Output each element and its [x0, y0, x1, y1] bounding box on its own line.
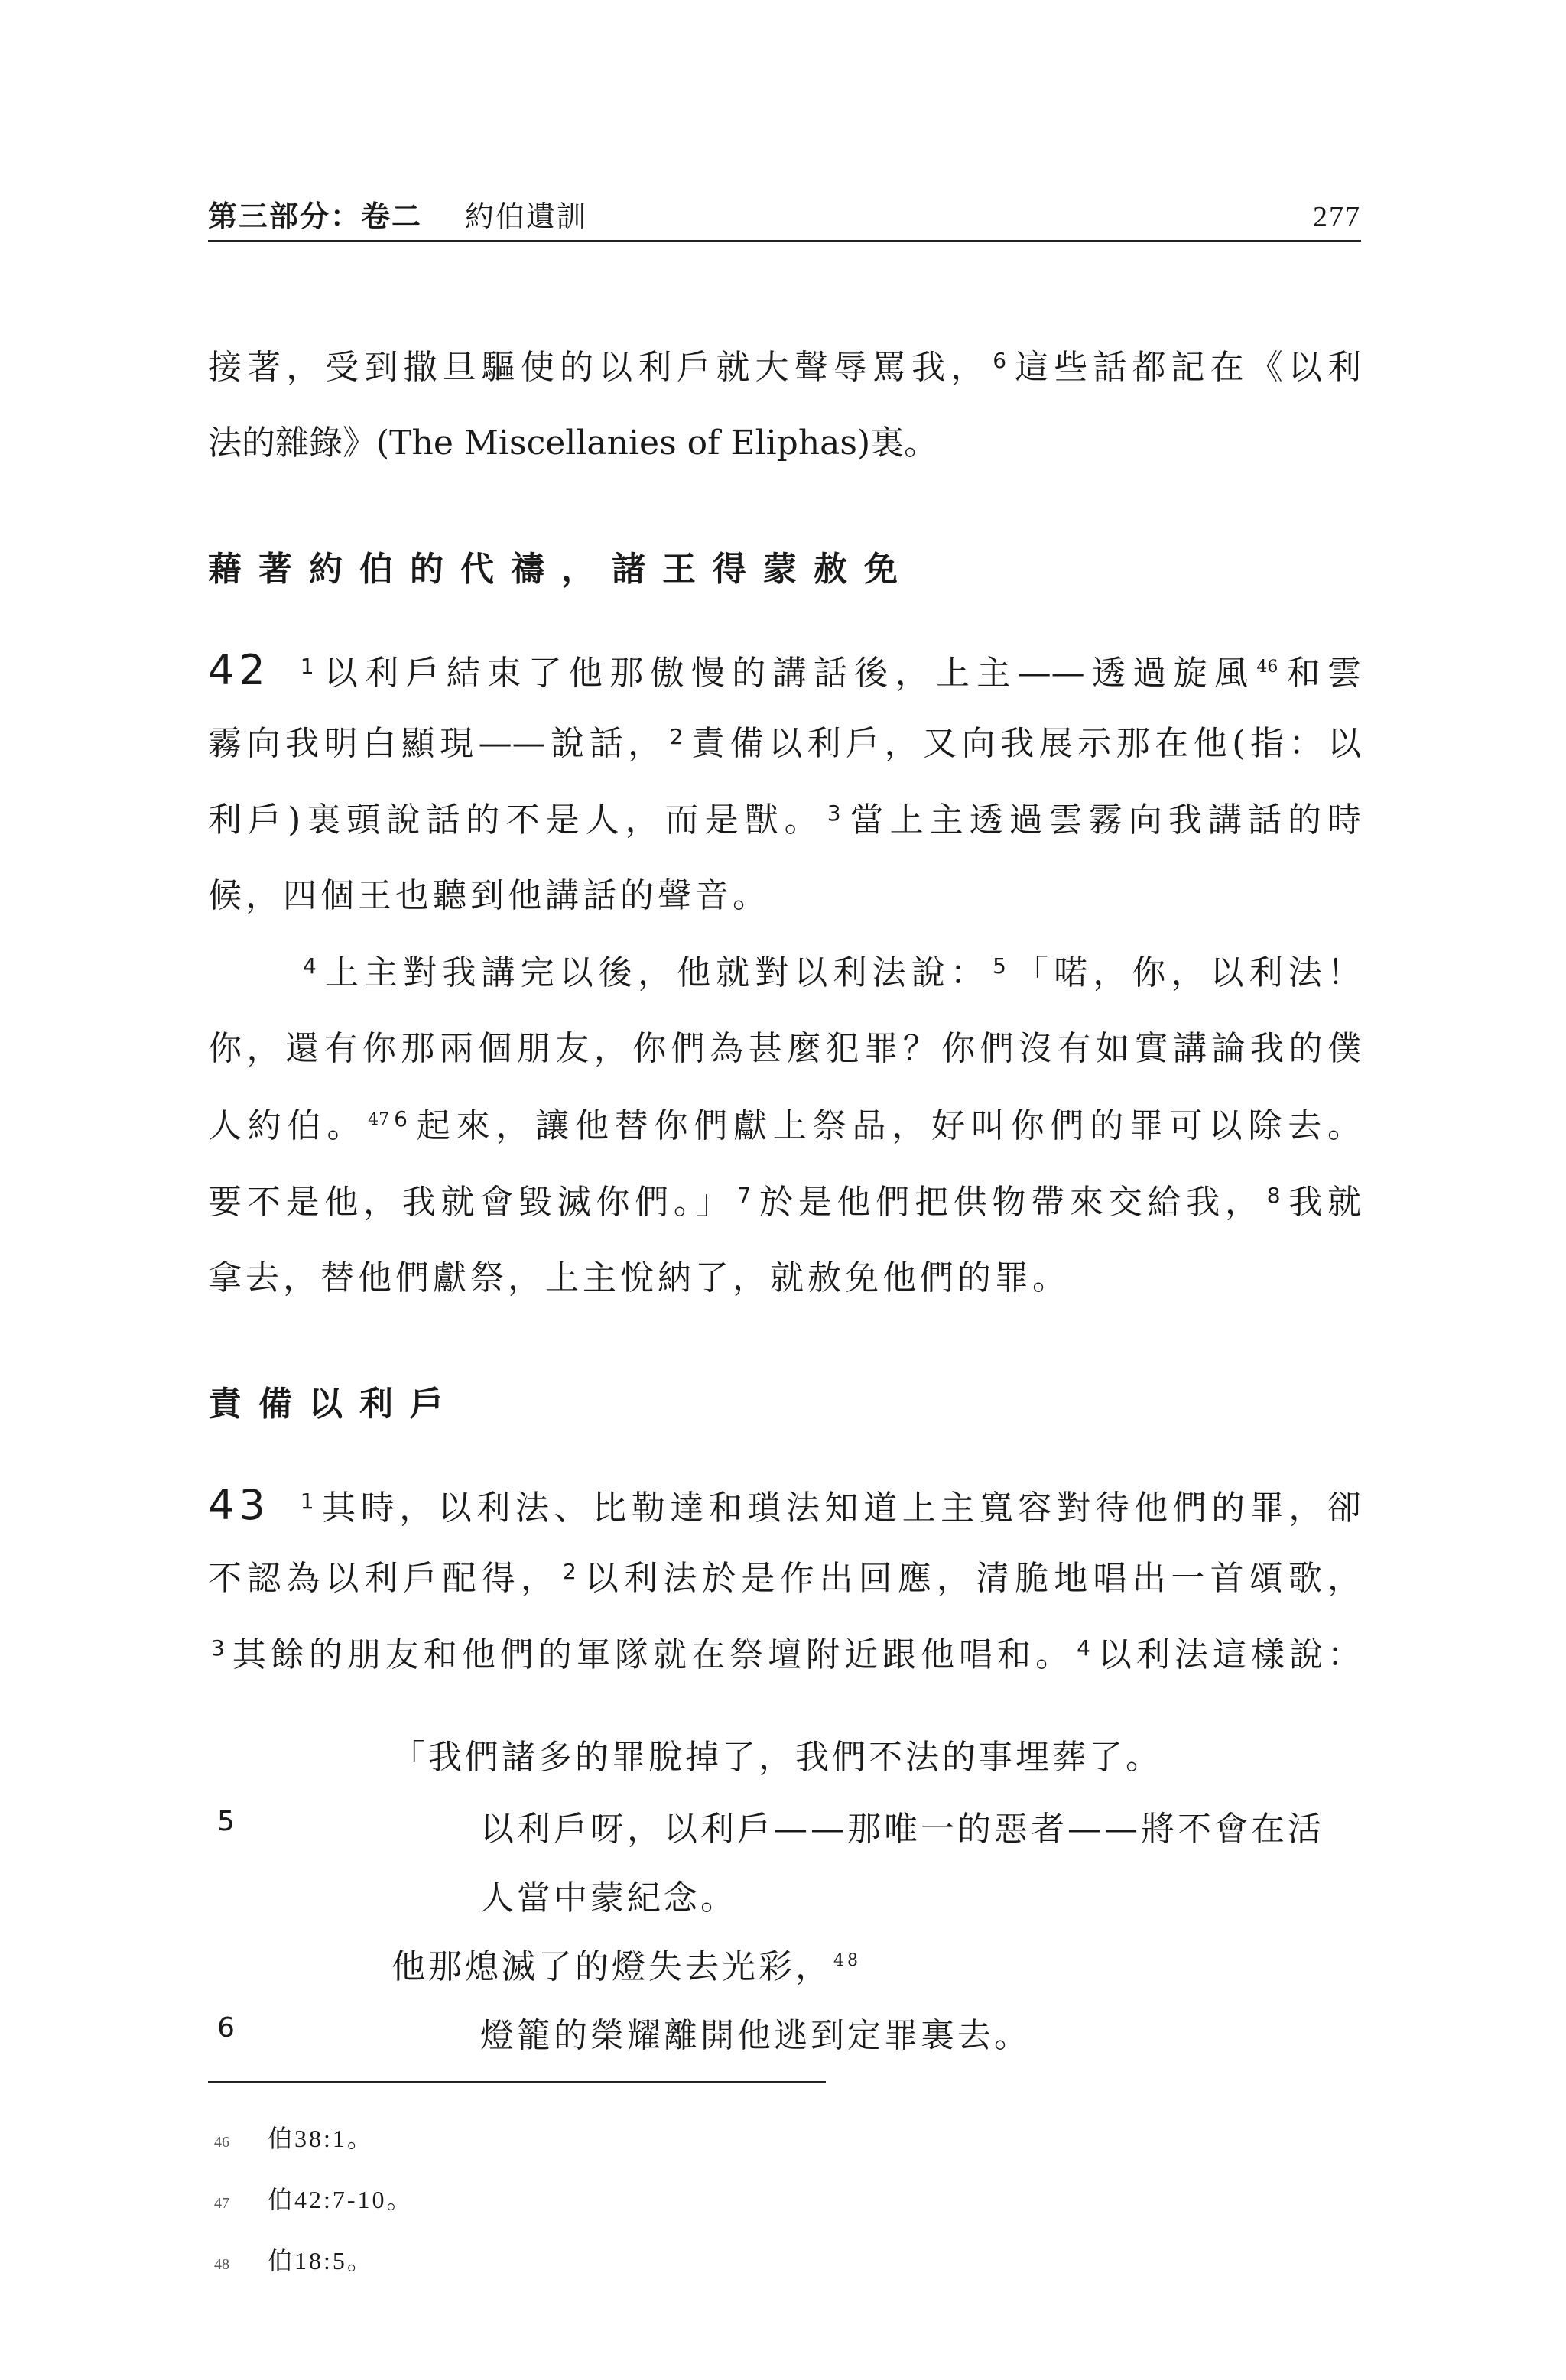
poem-verse-number: 5: [217, 1806, 235, 1837]
text-run: 法的雜錄》(The Miscellanies of Eliphas)裏。: [208, 424, 938, 463]
text-run: 這些話都記在《以利: [1009, 348, 1361, 387]
text-run: 不認為以利戶配得，: [208, 1559, 560, 1598]
poem-line: 人當中蒙紀念。: [480, 1878, 737, 1917]
text-run: 起來，讓他替你們獻上祭品，好叫你們的罪可以除去。: [411, 1106, 1362, 1145]
text-run: 要不是他，我就會毀滅你們。」: [208, 1183, 735, 1222]
chapter-number: 42: [208, 646, 270, 694]
poem-line: [392, 1939, 863, 1988]
section-heading: 藉著約伯的代禱，諸王得蒙赦免: [208, 550, 915, 589]
text-run: 上主對我講完以後，他就對以利法說：: [319, 953, 990, 992]
text-run: 接著，受到撒旦驅使的以利戶就大聲辱罵我，: [208, 348, 990, 387]
verse-number: 6: [394, 1106, 408, 1132]
text-run: 他那熄滅了的燈失去光彩，: [392, 1947, 832, 1986]
text-run: 人約伯。: [208, 1106, 367, 1145]
verse-number: 1: [300, 1489, 314, 1514]
page-number: 277: [1313, 201, 1361, 233]
footnote-mark: 47: [214, 2195, 229, 2212]
paragraph-line: [208, 800, 1361, 839]
poem-line: 燈籠的榮耀離開他逃到定罪裏去。: [480, 2016, 1031, 2055]
intro-line-2: [208, 424, 1361, 463]
part-label: 第三部分：卷二: [208, 200, 423, 233]
verse-number: 3: [211, 1635, 225, 1661]
poem-line: 以利戶呀，以利戶——那唯一的惡者——將不會在活: [480, 1810, 1324, 1849]
footnote-text: 伯42:7-10。: [268, 2186, 414, 2213]
footnote: [214, 2180, 414, 2216]
text-run: 候，四個王也聽到他講話的聲音。: [208, 876, 770, 915]
paragraph-line: [208, 726, 1361, 761]
footnote-ref: 48: [833, 1951, 861, 1970]
text-run: 拿去，替他們獻祭，上主悅納了，就赦免他們的罪。: [208, 1258, 1070, 1297]
verse-number: 8: [1266, 1183, 1281, 1208]
text-run: 以利法這樣說：: [1093, 1635, 1362, 1674]
verse-number: 7: [737, 1183, 752, 1208]
paragraph-line: [208, 1183, 1362, 1222]
header-rule: [208, 240, 1361, 242]
paragraph-line: [208, 1029, 1361, 1068]
verse-number: 3: [827, 800, 841, 826]
chapter-number: 43: [208, 1481, 270, 1529]
verse-number: 4: [1077, 1635, 1090, 1661]
footnote-rule: [208, 2081, 826, 2083]
footnote-ref: 47: [368, 1110, 390, 1129]
verse-number: 5: [993, 953, 1006, 979]
paragraph-line: [208, 1635, 1362, 1674]
text-run: 利戶)裏頭說話的不是人，而是獸。: [208, 800, 824, 839]
footnote-text: 伯38:1。: [268, 2125, 374, 2152]
text-run: 以利法於是作出回應，清脆地唱出一首頌歌，: [579, 1559, 1361, 1598]
footnote-mark: 46: [214, 2134, 229, 2151]
verse-number: 4: [303, 953, 317, 979]
paragraph-line: [208, 1106, 1362, 1145]
text-run: 你，還有你那兩個朋友，你們為甚麼犯罪？你們沒有如實講論我的僕: [208, 1029, 1361, 1068]
footnote: [214, 2242, 374, 2277]
paragraph-line: [208, 1481, 1361, 1529]
verse-number: 1: [300, 654, 314, 679]
text-run: 以利戶結束了他那傲慢的講話後，上主——透過旋風: [317, 654, 1256, 693]
text-run: 當上主透過雲霧向我講話的時: [843, 800, 1361, 839]
paragraph-line: [300, 953, 1362, 992]
section-heading: 責備以利戶: [208, 1385, 460, 1424]
intro-line-1: [208, 350, 1361, 385]
paragraph-line: [208, 876, 1361, 915]
text-run: 其餘的朋友和他們的軍隊就在祭壇附近跟他唱和。: [227, 1635, 1074, 1674]
verse-number: 2: [669, 724, 684, 749]
footnote: [214, 2119, 374, 2154]
poem-verse-number: 6: [217, 2012, 235, 2044]
text-run: 責備以利戶，又向我展示那在他(指：以: [686, 724, 1362, 763]
text-run: 和雲: [1279, 654, 1362, 693]
footnote-ref: 46: [1256, 658, 1278, 677]
verse-number: 2: [562, 1559, 577, 1584]
verse-number: 6: [993, 348, 1007, 373]
footnote-mark: 48: [214, 2256, 229, 2273]
running-head: [208, 193, 587, 235]
text-run: 霧向我明白顯現——說話，: [208, 724, 667, 763]
book-title: 約伯遺訓: [465, 200, 588, 233]
text-run: 於是他們把供物帶來交給我，: [754, 1183, 1264, 1222]
paragraph-line: [208, 1258, 1361, 1297]
text-run: 我就: [1283, 1183, 1362, 1222]
text-run: 其時，以利法、比勒達和瑣法知道上主寬容對待他們的罪，卻: [317, 1489, 1361, 1528]
paragraph-line: [208, 1561, 1361, 1596]
footnote-text: 伯18:5。: [268, 2247, 374, 2274]
text-run: 「喏，你，以利法！: [1009, 953, 1362, 992]
poem-line: 「我們諸多的罪脫掉了，我們不法的事埋葬了。: [392, 1738, 1162, 1777]
paragraph-line: [208, 646, 1362, 694]
